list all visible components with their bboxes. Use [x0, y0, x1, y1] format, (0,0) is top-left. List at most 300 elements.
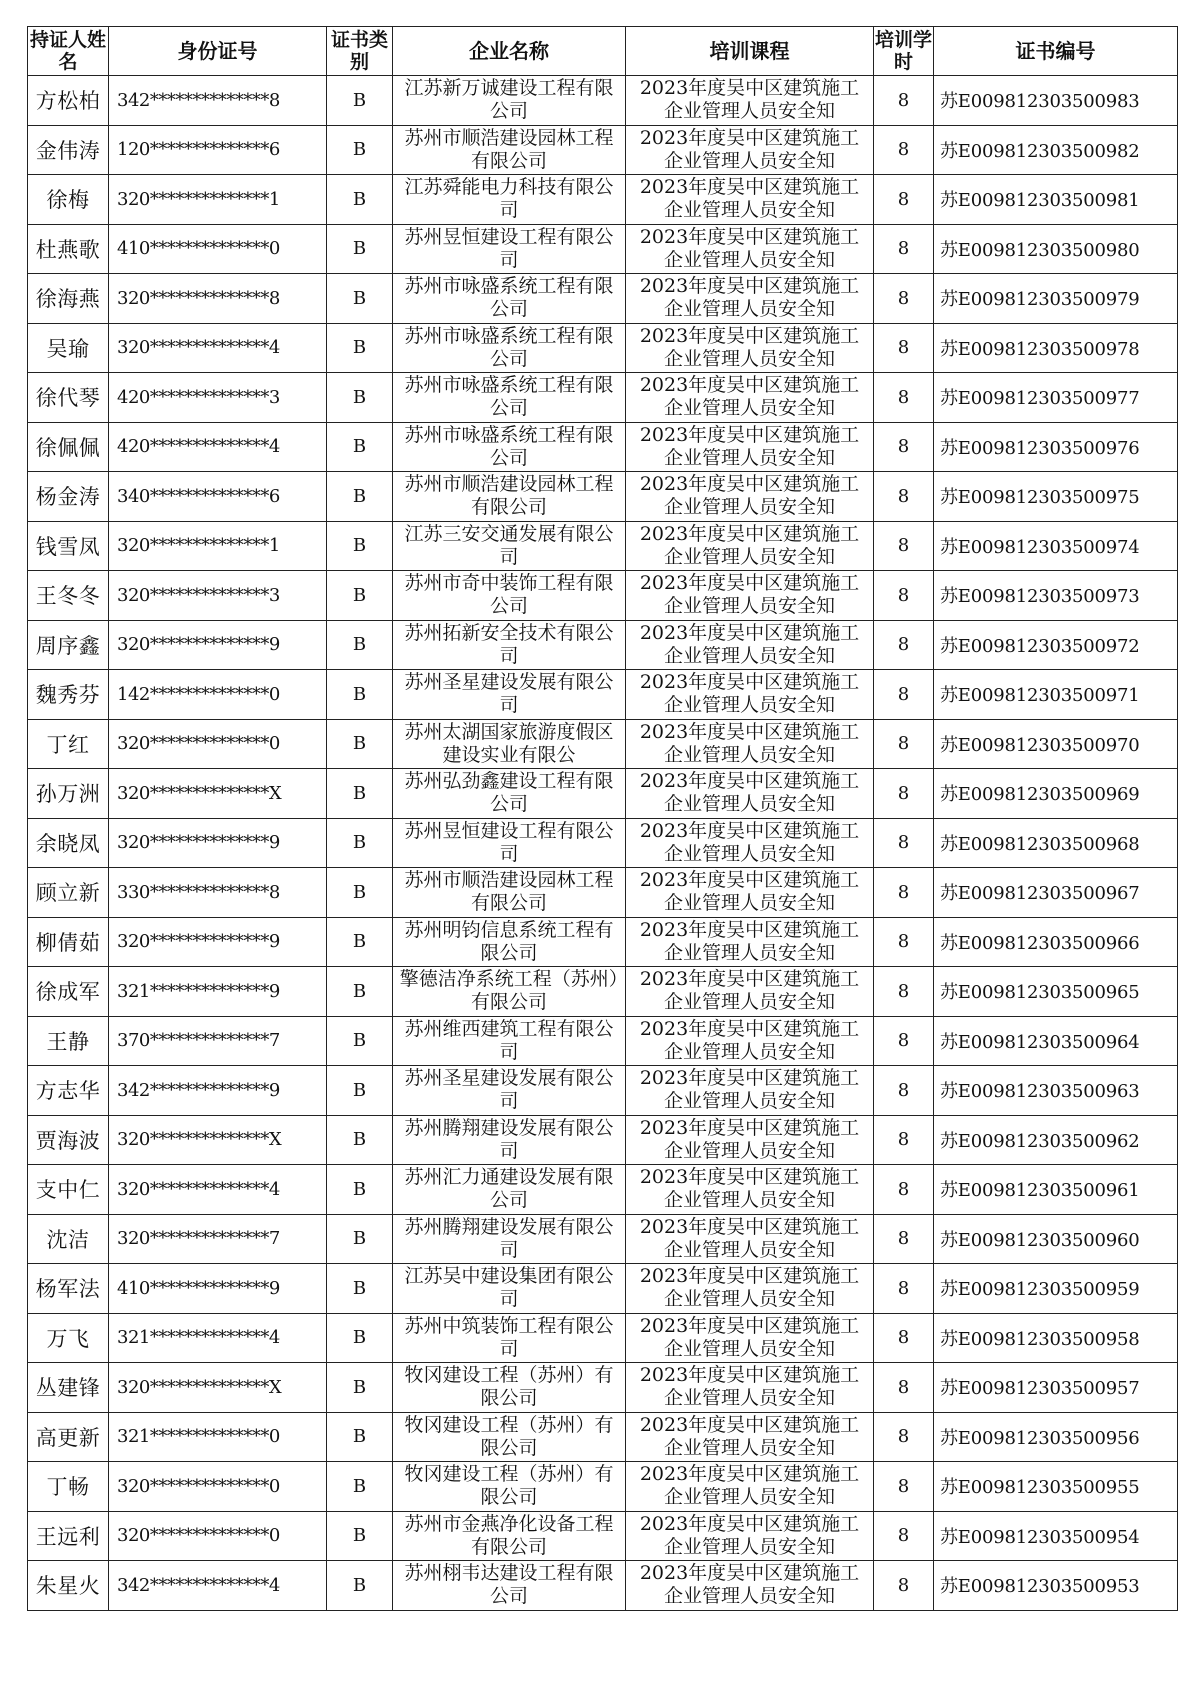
- cert-number-text: 苏E009812303500978: [940, 338, 1140, 360]
- cert-number: [934, 1165, 1178, 1215]
- cert-number-text: 苏E009812303500965: [940, 982, 1140, 1004]
- training-hours-text: 8: [897, 337, 910, 359]
- training-hours: [874, 76, 934, 126]
- holder-name: [28, 917, 109, 967]
- cert-type-text: B: [352, 535, 367, 557]
- holder-name-text: 贾海波: [35, 1128, 101, 1153]
- training-course: [626, 373, 874, 423]
- training-course-text: 2023年度吴中区建筑施工企业管理人员安全知: [639, 968, 860, 1014]
- training-course-text: 2023年度吴中区建筑施工企业管理人员安全知: [639, 819, 860, 865]
- header-cert-number: 证书编号: [934, 27, 1178, 76]
- holder-name-text: 沈洁: [46, 1227, 90, 1252]
- training-hours-text: 8: [897, 436, 910, 458]
- training-hours-text: 8: [897, 733, 910, 755]
- training-hours: [874, 1412, 934, 1462]
- id-number: [109, 373, 327, 423]
- holder-name: [28, 1313, 109, 1363]
- company-name-text: 苏州市咏盛系统工程有限公司: [404, 275, 614, 321]
- cert-number: [934, 125, 1178, 175]
- company-name-text: 苏州圣星建设发展有限公司: [404, 1067, 614, 1113]
- training-course-text: 2023年度吴中区建筑施工企业管理人员安全知: [639, 1364, 860, 1410]
- holder-name-text: 徐成军: [35, 980, 101, 1005]
- holder-name-text: 支中仁: [35, 1178, 101, 1203]
- holder-name: [28, 1511, 109, 1561]
- cert-type-text: B: [352, 139, 367, 161]
- cert-type-text: B: [352, 386, 367, 408]
- id-number: [109, 323, 327, 373]
- training-course-text: 2023年度吴中区建筑施工企业管理人员安全知: [639, 869, 860, 915]
- cert-number-text: 苏E009812303500958: [940, 1328, 1140, 1350]
- training-course-text: 2023年度吴中区建筑施工企业管理人员安全知: [639, 1017, 860, 1063]
- training-course-text: 2023年度吴中区建筑施工企业管理人员安全知: [639, 423, 860, 469]
- company-name-text: 牧冈建设工程（苏州）有限公司: [404, 1413, 614, 1459]
- training-hours-text: 8: [897, 931, 910, 953]
- training-course-text: 2023年度吴中区建筑施工企业管理人员安全知: [639, 1314, 860, 1360]
- id-number: [109, 1016, 327, 1066]
- training-hours: [874, 125, 934, 175]
- training-hours-text: 8: [897, 683, 910, 705]
- cert-number-text: 苏E009812303500977: [940, 388, 1140, 410]
- holder-name-text: 杨军法: [35, 1277, 101, 1302]
- cert-number: [934, 868, 1178, 918]
- id-number-text: 320**************9: [117, 634, 280, 656]
- company-name: [393, 1462, 626, 1512]
- training-course-text: 2023年度吴中区建筑施工企业管理人员安全知: [639, 324, 860, 370]
- training-hours-text: 8: [897, 238, 910, 260]
- holder-name: [28, 1214, 109, 1264]
- training-course: [626, 175, 874, 225]
- header-row: [28, 27, 1178, 76]
- company-name: [393, 1066, 626, 1116]
- company-name-text: 苏州腾翔建设发展有限公司: [404, 1116, 614, 1162]
- cert-type: [327, 1561, 393, 1611]
- id-number: [109, 175, 327, 225]
- company-name: [393, 323, 626, 373]
- training-hours: [874, 868, 934, 918]
- cert-type-text: B: [352, 584, 367, 606]
- cert-number: [934, 1115, 1178, 1165]
- id-number-text: 342**************9: [117, 1079, 280, 1101]
- training-hours-text: 8: [897, 287, 910, 309]
- cert-number-text: 苏E009812303500956: [940, 1427, 1140, 1449]
- company-name: [393, 571, 626, 621]
- cert-type-text: B: [352, 1277, 367, 1299]
- cert-type-text: B: [352, 832, 367, 854]
- training-course: [626, 274, 874, 324]
- training-course: [626, 1511, 874, 1561]
- cert-number: [934, 1412, 1178, 1462]
- training-hours: [874, 422, 934, 472]
- company-name: [393, 76, 626, 126]
- training-hours: [874, 967, 934, 1017]
- company-name-text: 苏州汇力通建设发展有限公司: [404, 1166, 614, 1212]
- cert-number-text: 苏E009812303500963: [940, 1081, 1140, 1103]
- cert-number-text: 苏E009812303500969: [940, 784, 1140, 806]
- training-hours: [874, 769, 934, 819]
- holder-name: [28, 1462, 109, 1512]
- table-row: [28, 571, 1178, 621]
- header-hours: 培训学时: [874, 27, 934, 76]
- training-hours: [874, 1462, 934, 1512]
- id-number-text: 320**************4: [117, 1178, 280, 1200]
- cert-number: [934, 818, 1178, 868]
- holder-name-text: 高更新: [35, 1425, 101, 1450]
- training-course-text: 2023年度吴中区建筑施工企业管理人员安全知: [639, 918, 860, 964]
- training-course: [626, 472, 874, 522]
- cert-number-text: 苏E009812303500955: [940, 1477, 1140, 1499]
- company-name: [393, 670, 626, 720]
- id-number-text: 320**************0: [117, 733, 280, 755]
- company-name: [393, 1016, 626, 1066]
- company-name-text: 苏州市奇中装饰工程有限公司: [404, 572, 614, 618]
- cert-number: [934, 670, 1178, 720]
- id-number-text: 340**************6: [117, 485, 280, 507]
- cert-type-text: B: [352, 1525, 367, 1547]
- holder-name-text: 丁畅: [46, 1475, 90, 1500]
- table-row: [28, 1462, 1178, 1512]
- header-name: 持证人姓名: [28, 27, 109, 76]
- cert-type: [327, 967, 393, 1017]
- holder-name-text: 魏秀芬: [35, 683, 101, 708]
- cert-number-text: 苏E009812303500970: [940, 734, 1140, 756]
- training-course-text: 2023年度吴中区建筑施工企业管理人员安全知: [639, 770, 860, 816]
- training-hours: [874, 472, 934, 522]
- table-body: [28, 76, 1178, 1611]
- holder-name-text: 王远利: [35, 1524, 101, 1549]
- table-row: [28, 1363, 1178, 1413]
- holder-name: [28, 1412, 109, 1462]
- cert-type-text: B: [352, 634, 367, 656]
- cert-number-text: 苏E009812303500981: [940, 190, 1140, 212]
- cert-type: [327, 1115, 393, 1165]
- training-course: [626, 1412, 874, 1462]
- training-hours: [874, 323, 934, 373]
- table-row: [28, 1016, 1178, 1066]
- cert-type: [327, 1363, 393, 1413]
- training-course: [626, 323, 874, 373]
- cert-type: [327, 719, 393, 769]
- training-course-text: 2023年度吴中区建筑施工企业管理人员安全知: [639, 522, 860, 568]
- cert-number: [934, 1016, 1178, 1066]
- cert-number: [934, 1214, 1178, 1264]
- holder-name: [28, 967, 109, 1017]
- id-number: [109, 224, 327, 274]
- cert-type-text: B: [352, 1079, 367, 1101]
- training-course-text: 2023年度吴中区建筑施工企业管理人员安全知: [639, 621, 860, 667]
- training-hours: [874, 818, 934, 868]
- table-row: [28, 1264, 1178, 1314]
- table-row: [28, 472, 1178, 522]
- training-hours-text: 8: [897, 782, 910, 804]
- cert-type: [327, 868, 393, 918]
- cert-type: [327, 1412, 393, 1462]
- company-name: [393, 967, 626, 1017]
- id-number-text: 320**************0: [117, 1525, 280, 1547]
- company-name-text: 江苏吴中建设集团有限公司: [404, 1265, 614, 1311]
- training-course: [626, 422, 874, 472]
- id-number: [109, 967, 327, 1017]
- cert-number: [934, 1264, 1178, 1314]
- holder-name: [28, 472, 109, 522]
- training-hours-text: 8: [897, 386, 910, 408]
- training-course-text: 2023年度吴中区建筑施工企业管理人员安全知: [639, 1265, 860, 1311]
- training-hours: [874, 1264, 934, 1314]
- id-number-text: 320**************1: [117, 188, 280, 210]
- training-course: [626, 967, 874, 1017]
- training-hours: [874, 274, 934, 324]
- cert-type-text: B: [352, 1228, 367, 1250]
- holder-name: [28, 620, 109, 670]
- training-course: [626, 670, 874, 720]
- company-name: [393, 917, 626, 967]
- training-course: [626, 1165, 874, 1215]
- cert-type-text: B: [352, 1475, 367, 1497]
- cert-type: [327, 224, 393, 274]
- training-hours: [874, 1511, 934, 1561]
- training-course-text: 2023年度吴中区建筑施工企业管理人员安全知: [639, 275, 860, 321]
- cert-number: [934, 571, 1178, 621]
- company-name: [393, 521, 626, 571]
- id-number: [109, 1165, 327, 1215]
- id-number-text: 321**************0: [117, 1426, 280, 1448]
- cert-type: [327, 274, 393, 324]
- holder-name: [28, 719, 109, 769]
- company-name-text: 苏州弘劲鑫建设工程有限公司: [404, 770, 614, 816]
- id-number: [109, 76, 327, 126]
- id-number: [109, 1363, 327, 1413]
- id-number-text: 342**************8: [117, 89, 280, 111]
- training-course: [626, 521, 874, 571]
- id-number: [109, 719, 327, 769]
- cert-type: [327, 818, 393, 868]
- holder-name: [28, 373, 109, 423]
- cert-type: [327, 1511, 393, 1561]
- training-hours: [874, 1115, 934, 1165]
- holder-name: [28, 1264, 109, 1314]
- cert-number: [934, 620, 1178, 670]
- holder-name-text: 顾立新: [35, 881, 101, 906]
- holder-name: [28, 323, 109, 373]
- header-course: 培训课程: [626, 27, 874, 76]
- training-course-text: 2023年度吴中区建筑施工企业管理人员安全知: [639, 473, 860, 519]
- cert-type: [327, 620, 393, 670]
- training-course: [626, 1016, 874, 1066]
- cert-number-text: 苏E009812303500966: [940, 932, 1140, 954]
- id-number-text: 370**************7: [117, 1030, 280, 1052]
- id-number: [109, 620, 327, 670]
- holder-name: [28, 274, 109, 324]
- cert-number-text: 苏E009812303500961: [940, 1180, 1140, 1202]
- cert-type-text: B: [352, 238, 367, 260]
- cert-number: [934, 719, 1178, 769]
- id-number: [109, 1115, 327, 1165]
- cert-type: [327, 917, 393, 967]
- training-hours-text: 8: [897, 980, 910, 1002]
- id-number: [109, 274, 327, 324]
- id-number: [109, 1264, 327, 1314]
- training-hours-text: 8: [897, 634, 910, 656]
- company-name-text: 苏州明钧信息系统工程有限公司: [404, 918, 614, 964]
- table-row: [28, 1511, 1178, 1561]
- table-row: [28, 818, 1178, 868]
- cert-number-text: 苏E009812303500968: [940, 833, 1140, 855]
- training-hours-text: 8: [897, 1574, 910, 1596]
- holder-name-text: 方志华: [35, 1079, 101, 1104]
- cert-number-text: 苏E009812303500972: [940, 635, 1140, 657]
- holder-name-text: 徐梅: [46, 188, 90, 213]
- table-row: [28, 125, 1178, 175]
- cert-number: [934, 1363, 1178, 1413]
- cert-type: [327, 472, 393, 522]
- holder-name: [28, 1165, 109, 1215]
- company-name-text: 牧冈建设工程（苏州）有限公司: [404, 1364, 614, 1410]
- training-hours-text: 8: [897, 1376, 910, 1398]
- cert-type-text: B: [352, 1030, 367, 1052]
- cert-number-text: 苏E009812303500957: [940, 1378, 1140, 1400]
- company-name: [393, 1214, 626, 1264]
- training-course: [626, 1561, 874, 1611]
- training-course-text: 2023年度吴中区建筑施工企业管理人员安全知: [639, 1413, 860, 1459]
- training-course-text: 2023年度吴中区建筑施工企业管理人员安全知: [639, 720, 860, 766]
- holder-name-text: 钱雪凤: [35, 534, 101, 559]
- holder-name-text: 徐佩佩: [35, 435, 101, 460]
- holder-name: [28, 1115, 109, 1165]
- cert-number-text: 苏E009812303500983: [940, 91, 1140, 113]
- cert-number: [934, 917, 1178, 967]
- training-hours-text: 8: [897, 1228, 910, 1250]
- id-number: [109, 1313, 327, 1363]
- holder-name-text: 金伟涛: [35, 138, 101, 163]
- cert-number: [934, 769, 1178, 819]
- training-hours-text: 8: [897, 832, 910, 854]
- company-name: [393, 769, 626, 819]
- company-name: [393, 868, 626, 918]
- holder-name-text: 万飞: [46, 1326, 90, 1351]
- training-course: [626, 818, 874, 868]
- training-course: [626, 76, 874, 126]
- training-hours: [874, 719, 934, 769]
- cert-number-text: 苏E009812303500959: [940, 1279, 1140, 1301]
- cert-type: [327, 1214, 393, 1264]
- table-row: [28, 1165, 1178, 1215]
- id-number: [109, 917, 327, 967]
- cert-number-text: 苏E009812303500975: [940, 487, 1140, 509]
- training-course: [626, 1363, 874, 1413]
- company-name: [393, 1363, 626, 1413]
- cert-type: [327, 1066, 393, 1116]
- company-name: [393, 472, 626, 522]
- table-row: [28, 670, 1178, 720]
- cert-number: [934, 521, 1178, 571]
- cert-number-text: 苏E009812303500967: [940, 883, 1140, 905]
- cert-number-text: 苏E009812303500962: [940, 1130, 1140, 1152]
- cert-type: [327, 373, 393, 423]
- id-number-text: 321**************4: [117, 1327, 280, 1349]
- id-number: [109, 818, 327, 868]
- company-name-text: 苏州太湖国家旅游度假区建设实业有限公: [404, 720, 614, 766]
- training-hours-text: 8: [897, 1327, 910, 1349]
- cert-number: [934, 224, 1178, 274]
- table-row: [28, 719, 1178, 769]
- company-name-text: 苏州市咏盛系统工程有限公司: [404, 324, 614, 370]
- company-name: [393, 818, 626, 868]
- id-number: [109, 1561, 327, 1611]
- company-name: [393, 1313, 626, 1363]
- table-row: [28, 620, 1178, 670]
- company-name: [393, 620, 626, 670]
- id-number-text: 320**************X: [117, 782, 282, 804]
- id-number: [109, 125, 327, 175]
- cert-number-text: 苏E009812303500960: [940, 1229, 1140, 1251]
- id-number-text: 320**************X: [117, 1129, 282, 1151]
- cert-number: [934, 1313, 1178, 1363]
- cert-number-text: 苏E009812303500974: [940, 536, 1140, 558]
- training-course: [626, 769, 874, 819]
- training-course-text: 2023年度吴中区建筑施工企业管理人员安全知: [639, 374, 860, 420]
- training-hours: [874, 224, 934, 274]
- holder-name: [28, 1363, 109, 1413]
- cert-type: [327, 76, 393, 126]
- id-number-text: 420**************3: [117, 386, 280, 408]
- training-hours-text: 8: [897, 1129, 910, 1151]
- cert-number: [934, 1066, 1178, 1116]
- holder-name-text: 丛建锋: [35, 1376, 101, 1401]
- cert-type-text: B: [352, 1376, 367, 1398]
- training-hours-text: 8: [897, 1475, 910, 1497]
- id-number: [109, 422, 327, 472]
- cert-type: [327, 521, 393, 571]
- cert-number: [934, 967, 1178, 1017]
- id-number-text: 320**************9: [117, 832, 280, 854]
- cert-number: [934, 1511, 1178, 1561]
- cert-type: [327, 1016, 393, 1066]
- table-row: [28, 175, 1178, 225]
- table-row: [28, 521, 1178, 571]
- training-hours: [874, 373, 934, 423]
- training-hours: [874, 571, 934, 621]
- holder-name: [28, 818, 109, 868]
- id-number-text: 410**************0: [117, 238, 280, 260]
- cert-type: [327, 769, 393, 819]
- company-name-text: 苏州圣星建设发展有限公司: [404, 671, 614, 717]
- company-name-text: 苏州昱恒建设工程有限公司: [404, 225, 614, 271]
- id-number: [109, 571, 327, 621]
- training-hours-text: 8: [897, 1277, 910, 1299]
- company-name: [393, 373, 626, 423]
- company-name-text: 江苏舜能电力科技有限公司: [404, 176, 614, 222]
- id-number-text: 320**************3: [117, 584, 280, 606]
- training-course-text: 2023年度吴中区建筑施工企业管理人员安全知: [639, 225, 860, 271]
- id-number-text: 320**************4: [117, 337, 280, 359]
- company-name: [393, 125, 626, 175]
- training-hours: [874, 1214, 934, 1264]
- training-course-text: 2023年度吴中区建筑施工企业管理人员安全知: [639, 1463, 860, 1509]
- cert-type: [327, 1264, 393, 1314]
- training-hours: [874, 521, 934, 571]
- cert-type: [327, 1462, 393, 1512]
- company-name-text: 苏州市顺浩建设园林工程有限公司: [404, 473, 614, 519]
- id-number-text: 320**************0: [117, 1475, 280, 1497]
- table-row: [28, 224, 1178, 274]
- table-row: [28, 1313, 1178, 1363]
- cert-type: [327, 1313, 393, 1363]
- id-number-text: 320**************8: [117, 287, 280, 309]
- holder-name: [28, 670, 109, 720]
- table-row: [28, 323, 1178, 373]
- cert-type-text: B: [352, 1327, 367, 1349]
- training-hours-text: 8: [897, 1030, 910, 1052]
- company-name-text: 苏州栩韦达建设工程有限公司: [404, 1562, 614, 1608]
